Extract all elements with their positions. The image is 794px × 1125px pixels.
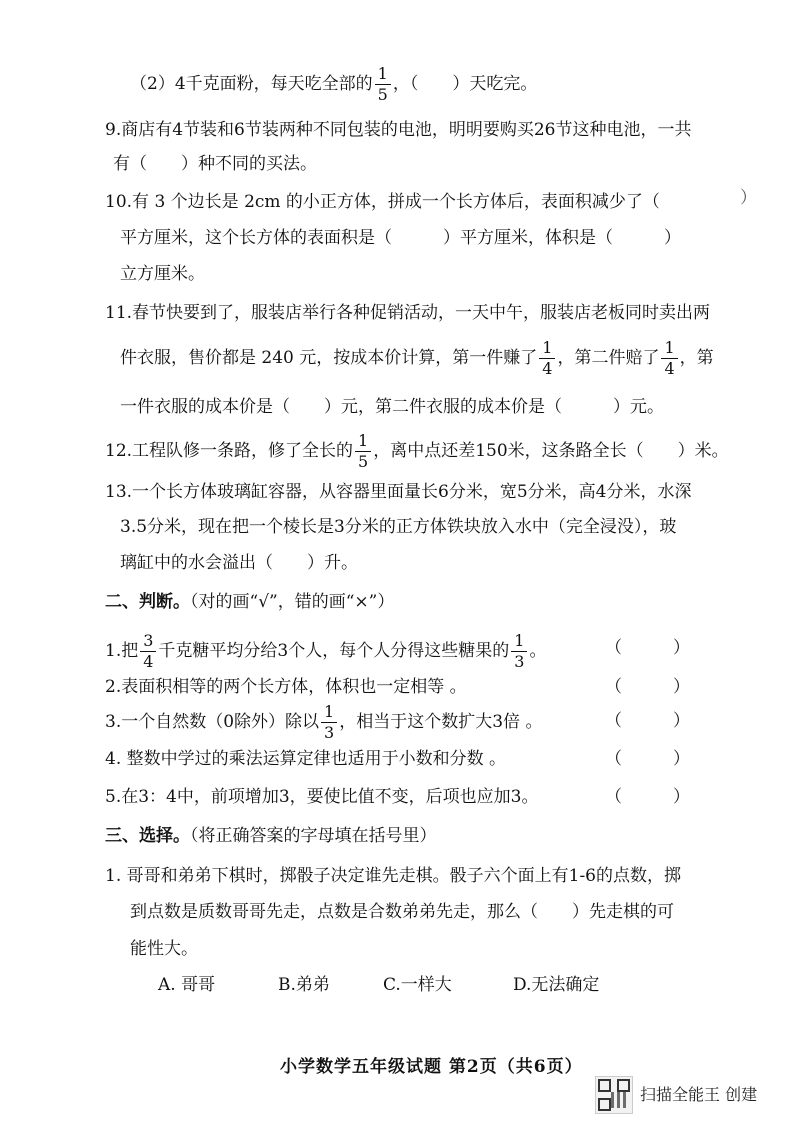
scanner-watermark: 扫描全能王 创建 xyxy=(640,1085,758,1104)
choice-1-line-3: 能性大。 xyxy=(130,939,198,959)
question-13-line-2: 3.5分米，现在把一个棱长是3分米的正方体铁块放入水中（完全浸没），玻 xyxy=(120,517,677,537)
question-10-line-3: 立方厘米。 xyxy=(120,264,205,284)
q8-2-suffix: ，（ ）天吃完。 xyxy=(392,74,538,94)
question-10-line-1-end: ） xyxy=(740,188,757,208)
judge-item-3: 3.一个自然数（0除外）除以 $\frac{1}{3}$ ，相当于这个数扩大3倍 。 xyxy=(105,702,543,742)
question-11-line-1: 11.春节快要到了，服装店举行各种促销活动，一天中午，服装店老板同时卖出两 xyxy=(105,303,711,323)
fraction-one-quarter-2: $\frac{1}{4}$ xyxy=(661,340,677,377)
q8-2-prefix: （2）4千克面粉，每天吃全部的 xyxy=(130,74,373,94)
choice-1-option-c: C.一样大 xyxy=(383,975,452,995)
question-10-line-2: 平方厘米，这个长方体的表面积是（ ）平方厘米，体积是（ ） xyxy=(120,228,681,248)
choice-1-option-d: D.无法确定 xyxy=(513,975,600,995)
question-11-line-3: 一件衣服的成本价是（ ）元，第二件衣服的成本价是（ ）元。 xyxy=(120,397,664,417)
choice-1-option-b: B.弟弟 xyxy=(278,975,330,995)
section-3-title: 三、选择。 xyxy=(105,826,190,846)
judge-answer-5[interactable]: （ ） xyxy=(605,787,690,807)
judge-answer-3[interactable]: （ ） xyxy=(605,711,690,731)
fraction-one-third: $\frac{1}{3}$ xyxy=(511,633,527,670)
judge-item-4: 4. 整数中学过的乘法运算定律也适用于小数和分数 。 xyxy=(105,749,507,769)
fraction-one-quarter-1: $\frac{1}{4}$ xyxy=(539,340,555,377)
question-9-line-2: 有（ ）种不同的买法。 xyxy=(113,154,317,174)
question-10-line-1: 10.有 3 个边长是 2cm 的小正方体，拼成一个长方体后，表面积减少了（ xyxy=(105,192,660,212)
section-2-heading xyxy=(105,594,394,611)
judge-answer-2[interactable]: （ ） xyxy=(605,677,690,697)
fraction-one-fifth: $\frac{1}{5}$ xyxy=(375,66,391,103)
question-13-line-3: 璃缸中的水会溢出（ ）升。 xyxy=(120,553,358,573)
section-2-note: （对的画“√”，错的画“×”） xyxy=(190,592,395,612)
section-2-title: 二、判断。 xyxy=(105,592,190,612)
choice-1-line-1: 1. 哥哥和弟弟下棋时，掷骰子决定谁先走棋。骰子六个面上有1-6的点数，掷 xyxy=(105,866,681,886)
fraction-three-quarters: $\frac{3}{4}$ xyxy=(140,633,156,670)
section-3-note: （将正确答案的字母填在括号里） xyxy=(190,826,437,846)
judge-item-2: 2.表面积相等的两个长方体，体积也一定相等 。 xyxy=(105,677,467,697)
fraction-one-third: $\frac{1}{3}$ xyxy=(321,704,337,741)
judge-item-1: 1.把 $\frac{3}{4}$ 千克糖平均分给3个人，每个人分得这些糖果的 $\frac{1}{3}$ 。 xyxy=(105,631,547,671)
section-3-heading xyxy=(105,828,437,845)
fraction-one-fifth: $\frac{1}{5}$ xyxy=(355,433,371,470)
page-footer: 小学数学五年级试题 第2页（共6页） xyxy=(280,1057,583,1077)
question-13-line-1: 13.一个长方体玻璃缸容器，从容器里面量长6分米，宽5分米，高4分米，水深 xyxy=(105,482,692,502)
choice-1-line-2: 到点数是质数哥哥先走，点数是合数弟弟先走，那么（ ）先走棋的可 xyxy=(130,902,674,922)
question-12: 12.工程队修一条路，修了全长的 $\frac{1}{5}$ ，离中点还差150米，这条路全长（ ）米。 xyxy=(105,431,729,471)
judge-answer-4[interactable]: （ ） xyxy=(605,749,690,769)
judge-answer-1[interactable]: （ ） xyxy=(605,638,690,658)
question-11-line-2: 件衣服，售价都是 240 元，按成本价计算，第一件赚了 $\frac{1}{4}$ ，第二件赔了 $\frac{1}{4}$ ，第 xyxy=(120,338,714,378)
judge-item-5: 5.在3：4中，前项增加3，要使比值不变，后项也应加3。 xyxy=(105,787,539,807)
qr-code-icon xyxy=(595,1076,633,1114)
question-8-part-2 xyxy=(130,66,537,103)
question-9-line-1: 9.商店有4节装和6节装两种不同包装的电池，明明要购买26节这种电池，一共 xyxy=(105,120,692,140)
choice-1-option-a: A. 哥哥 xyxy=(158,975,216,995)
